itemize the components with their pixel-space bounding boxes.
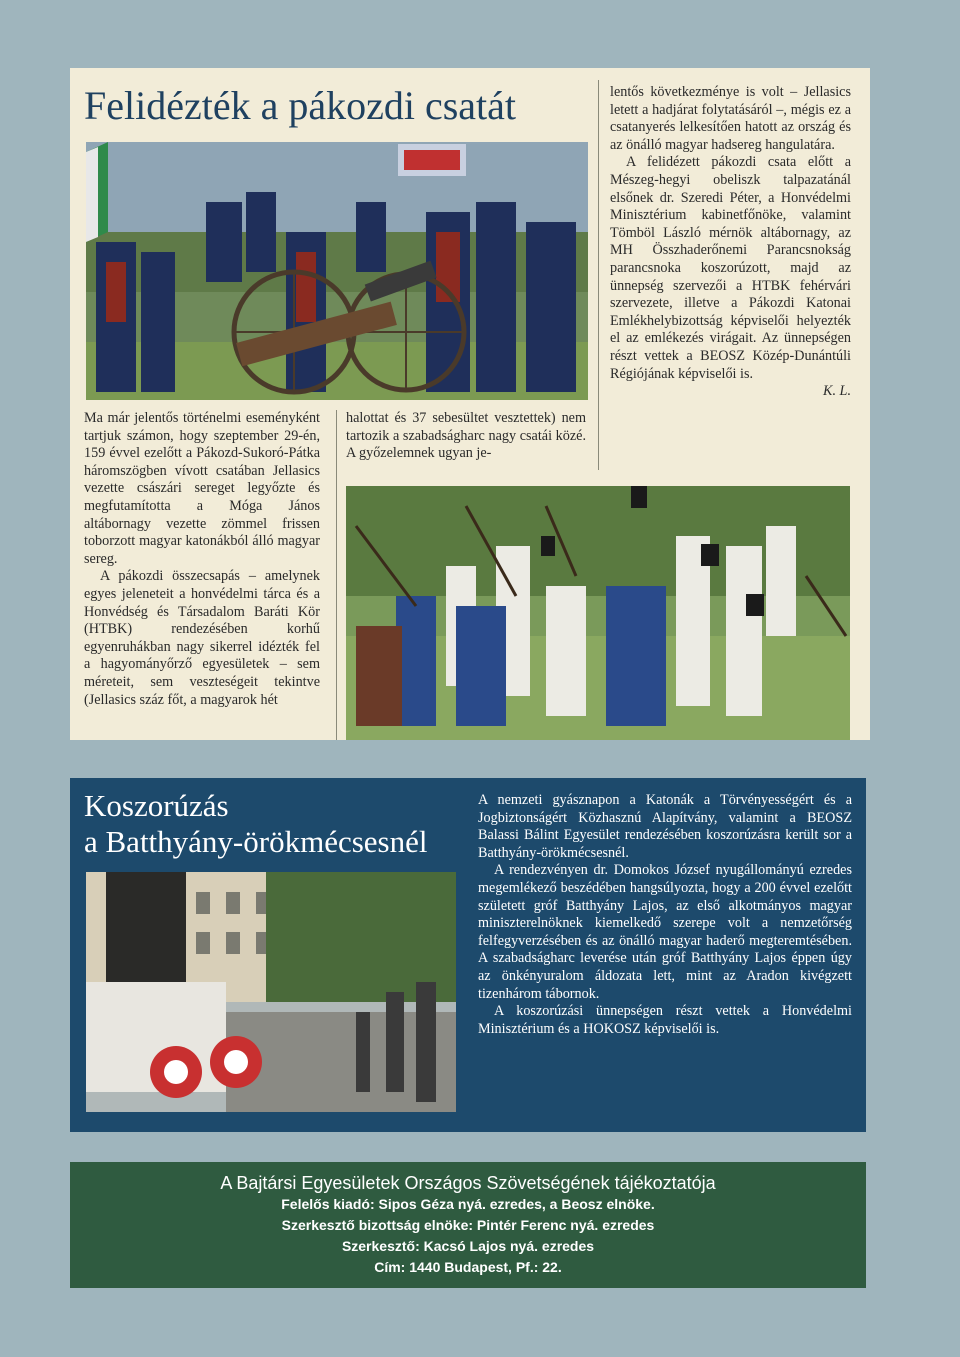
paragraph: A rendezvényen dr. Domokos József nyugállományú ezredes megemlékező beszédében hangsúlyozta, hogy a 200 évvel ezelőtt született gróf Batthyány Lajos, az első alkotmányos magyar miniszterelnöknek kiemelkedő szerepe volt a nemzetőrség felfegyverzésében és az önálló magyar haderő megteremtésében. A szabadságharc leverése után gróf Batthyány Lajos éppen úgy az önkényuralom áldozata lett, mint az Aradon kivégzett tizenhárom tábornok. [478, 862, 852, 1002]
paragraph: A felidézett pákozdi csata előtt a Mészeg-hegyi obeliszk talpazatánál elsőnek dr. Szeredi Péter, a Honvédelmi Minisztérium kabinetfőnöke, valamint Tömböl László mérnök altábornagy, az MH Összhaderőnemi Parancsnokság parancsnoka koszorúzott, majd az ünnepség szervezői a HTBK fehérvári szervezete, illetve a Pákozdi Katonai Emlékhelybizottság képviselői helyezték el az emlékezés virágait. Az ünnepségen részt vettek a BEOSZ Közép-Dunántúli Régiójának képviselői is. [610, 154, 851, 382]
paragraph: halottat és 37 sebesültet vesztettek) nem tartozik a szabadságharc nagy csatái közé. A győzelemnek ugyan je- [346, 410, 586, 462]
column-divider [598, 80, 599, 470]
article-batthyany-text [478, 792, 852, 1038]
paragraph: Ma már jelentős történelmi eseményként tartjuk számon, hogy szeptember 29-én, 159 évvel ezelőtt a Pákozd-Sukoró-Pátka háromszögben vívott csatában Jellasics vezette császári sereget legyőzte és megfutamította a Móga János altábornagy vezette zömmel frissen toborzott magyar katonákból álló magyar sereg. [84, 410, 320, 567]
footer-title: A Bajtársi Egyesületek Országos Szövetségének tájékoztatója [220, 1173, 716, 1193]
footer-line: Felelős kiadó: Sipos Géza nyá. ezredes, a Beosz elnöke. [281, 1196, 655, 1212]
paragraph: A pákozdi összecsapás – amelynek egyes jeleneteit a honvédelmi tárca és a Honvédség és Társadalom Baráti Kör (HTBK) rendezésében korhű egyenruhákban nagy sikerrel idézték fel a hagyományőrző egyesületek – sem méreteit, sem veszteségeit tekintve (Jellasics száz főt, a magyarok hét [84, 568, 320, 708]
footer-line: Cím: 1440 Budapest, Pf.: 22. [374, 1259, 562, 1275]
article-batthyany-title [84, 788, 427, 860]
battle-photo [86, 142, 588, 400]
article-pakozd-title: Felidézték a pákozdi csatát [84, 83, 517, 128]
paragraph: A nemzeti gyásznapon a Katonák a Törvényességért és a Jogbiztonságért Közhasznú Alapítvány, valamint a BEOSZ Balassi Bálint Egyesület rendezésében koszorúzásra került sor a Batthyány-örökmécsesnél. [478, 792, 852, 861]
author-signature: K. L. [823, 383, 851, 400]
footer-line: Szerkesztő: Kacsó Lajos nyá. ezredes [341, 1238, 595, 1254]
reenactment-photo [346, 486, 850, 740]
title-line: Koszorúzás [84, 788, 229, 823]
article-pakozd-column-2 [346, 410, 586, 463]
title-line: a Batthyány-örökmécsesnél [84, 824, 428, 859]
colophon-footer [70, 1162, 866, 1288]
paragraph: lentős következménye is volt – Jellasics letett a hadjárat folytatásáról –, mégis ez a csatanyerés lelkesítően hatott az ország és az önálló magyar hadsereg hangulatára. [610, 84, 851, 153]
memorial-photo [86, 872, 456, 1112]
article-pakozd-column-1 [84, 410, 320, 709]
article-pakozd-column-3 [610, 84, 851, 401]
column-divider [336, 410, 337, 740]
footer-line: Szerkesztő bizottság elnöke: Pintér Ferenc nyá. ezredes [281, 1217, 655, 1233]
paragraph: A koszorúzási ünnepségen részt vettek a Honvédelmi Minisztérium és a HOKOSZ képviselői is. [478, 1003, 852, 1037]
